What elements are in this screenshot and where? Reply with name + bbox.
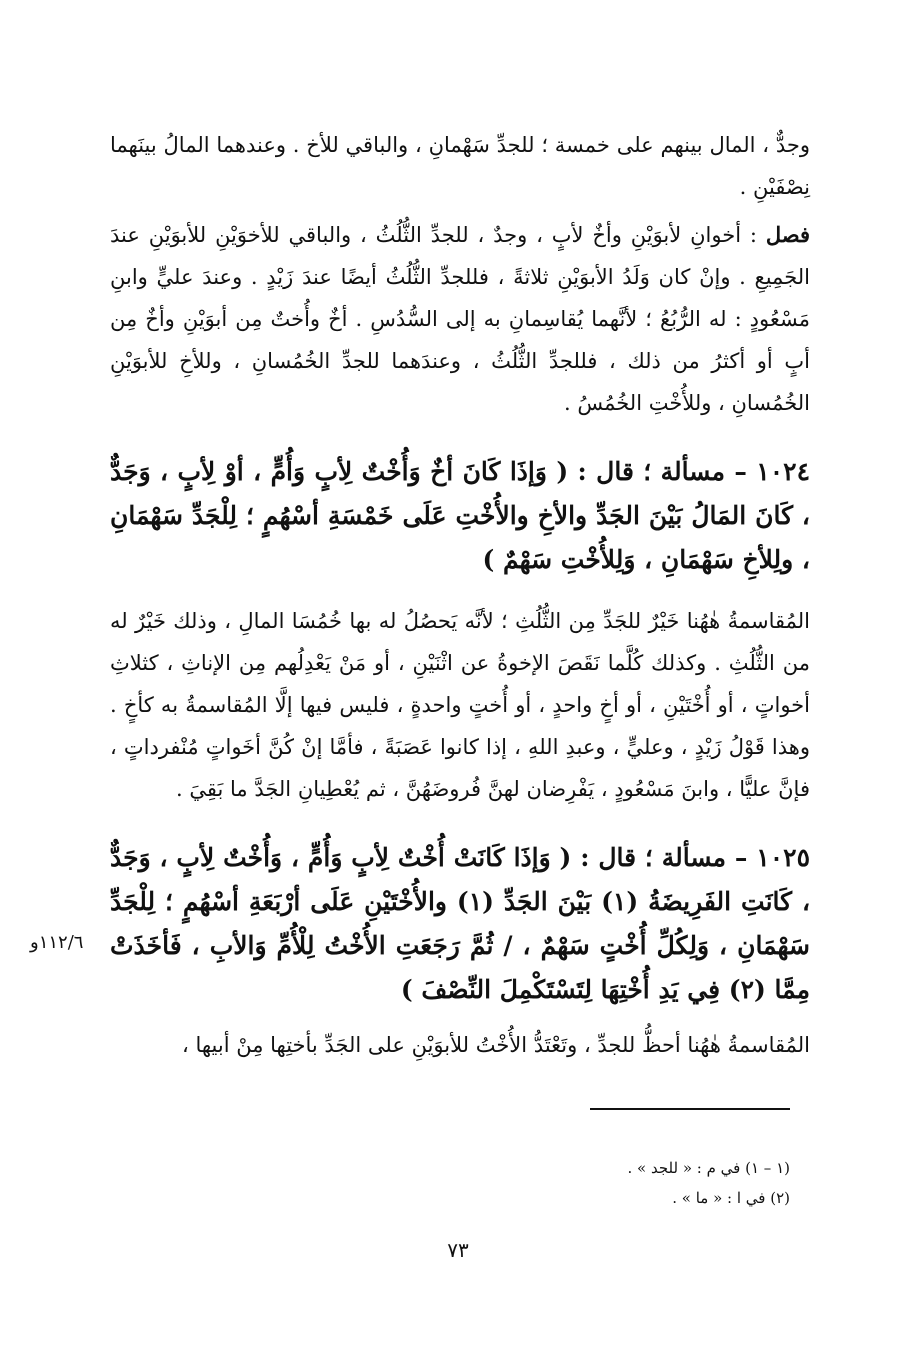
paragraph-text: : أخوانِ لأبوَيْنِ وأخٌ لأبٍ ، وجدٌ ، للجدِّ الثُّلُثُ ، والباقي للأخوَيْنِ للأبوَيْنِ عندَ الجَمِيعِ . وإنْ كان وَلَدُ الأبوَيْنِ ثلاثةً ، فللجدِّ الثُّلُثُ أيضًا عندَ زَيْدٍ . وعندَ عليٍّ وابنِ مَسْعُودٍ : له الرُّبُعُ ؛ لأنَّهما يُقاسِمانِ به إلى السُّدُسِ . أخٌ وأُختٌ مِن أبوَيْنِ وأخٌ مِن أبٍ أو أكثرُ من ذلك ، فللجدِّ الثُّلُثُ ، وعندَهما للجدِّ الخُمُسانِ ، وللأخِ للأبوَيْنِ الخُمُسانِ ، وللأُخْتِ الخُمُسُ . (110, 223, 810, 415)
issue-1025 (110, 836, 810, 1012)
issue-text: ١٠٢٥ – مسألة ؛ قال : ( وَإذَا كَانَتْ أُخْتٌ لِأبٍ وَأُمٍّ ، وَأُخْتٌ لِأبٍ ، وَجَدٌّ ، كَانَتِ الفَرِيضَةُ (١) بَيْنَ الجَدِّ (١) والأُخْتَيْنِ عَلَى أرْبَعَةِ أسْهُمٍ ؛ لِلْجَدِّ سَهْمَانِ ، وَلِكُلِّ أُخْتٍ سَهْمٌ ، / ثُمَّ رَجَعَتِ الأُخْتُ لِلْأُمِّ وَالأبِ ، فَأخَذَتْ مِمَّا (٢) فِي يَدِ أُخْتِهَا لِتَسْتَكْمِلَ النِّصْفَ ) (110, 843, 811, 1004)
issue-1024 (110, 450, 810, 582)
commentary-1025 (110, 1024, 810, 1066)
paragraph-text: المُقاسمةُ هٰهُنا خَيْرٌ للجَدِّ مِن الثُّلُثِ ؛ لأنَّه يَحصُلُ له بها خُمُسَا المالِ ، وذلك خَيْرٌ له من الثُّلُثِ . وكذلك كُلَّما نَقَصَ الإخوةُ عن اثْنَيْنِ ، أو مَنْ يَعْدِلُهم مِن الإناثِ ، كثلاثِ أخواتٍ ، أو أُخْتَيْنِ ، أو أخٍ واحدٍ ، أو أُختٍ واحدةٍ ، فليس فيها إلَّا المُقاسمةُ به كأخٍ . وهذا قَوْلُ زَيْدٍ ، وعليٍّ ، وعبدِ اللهِ ، إذا كانوا عَصَبَةً ، فأمَّا إنْ كُنَّ أخَواتٍ مُنْفرداتٍ ، فإنَّ عليًّا ، وابنَ مَسْعُودٍ ، يَفْرِضان لهنَّ فُروضَهُنَّ ، ثم يُعْطِيانِ الجَدَّ ما بَقِيَ . (110, 609, 810, 801)
paragraph-fasl (110, 214, 810, 424)
section-label: فصل (765, 222, 810, 247)
margin-manuscript-reference: ١١٢/٦و (30, 932, 84, 953)
paragraph-text: المُقاسمةُ هٰهُنا أحظُّ للجدِّ ، وتَعْتَدُّ الأُخْتُ للأبوَيْنِ على الجَدِّ بأختِها مِنْ أبيها ، (181, 1033, 810, 1057)
commentary-1024 (110, 600, 810, 810)
page-number: ٧٣ (447, 1238, 469, 1262)
footnote-separator (590, 1108, 790, 1110)
issue-text: ١٠٢٤ – مسألة ؛ قال : ( وَإذَا كَانَ أخٌ وَأُخْتٌ لِأبٍ وَأُمٍّ ، أوْ لِأبٍ ، وَجَدٌّ ، كَانَ المَالُ بَيْنَ الجَدِّ والأخِ والأُخْتِ عَلَى خَمْسَةِ أسْهُمٍ ؛ لِلْجَدِّ سَهْمَانِ ، ولِلأخِ سَهْمَانِ ، وَلِلأُخْتِ سَهْمٌ ) (110, 457, 810, 574)
paragraph-continuation (110, 124, 810, 208)
footnote-2: (٢) في ا : « ما » . (672, 1189, 790, 1207)
paragraph-text: وجدٌّ ، المال بينهم على خمسة ؛ للجدِّ سَهْمانِ ، والباقي للأخ . وعندهما المالُ بينَهما نِصْفَيْنِ . (110, 133, 810, 199)
footnote-1: (١ – ١) في م : « للجد » . (627, 1159, 790, 1177)
